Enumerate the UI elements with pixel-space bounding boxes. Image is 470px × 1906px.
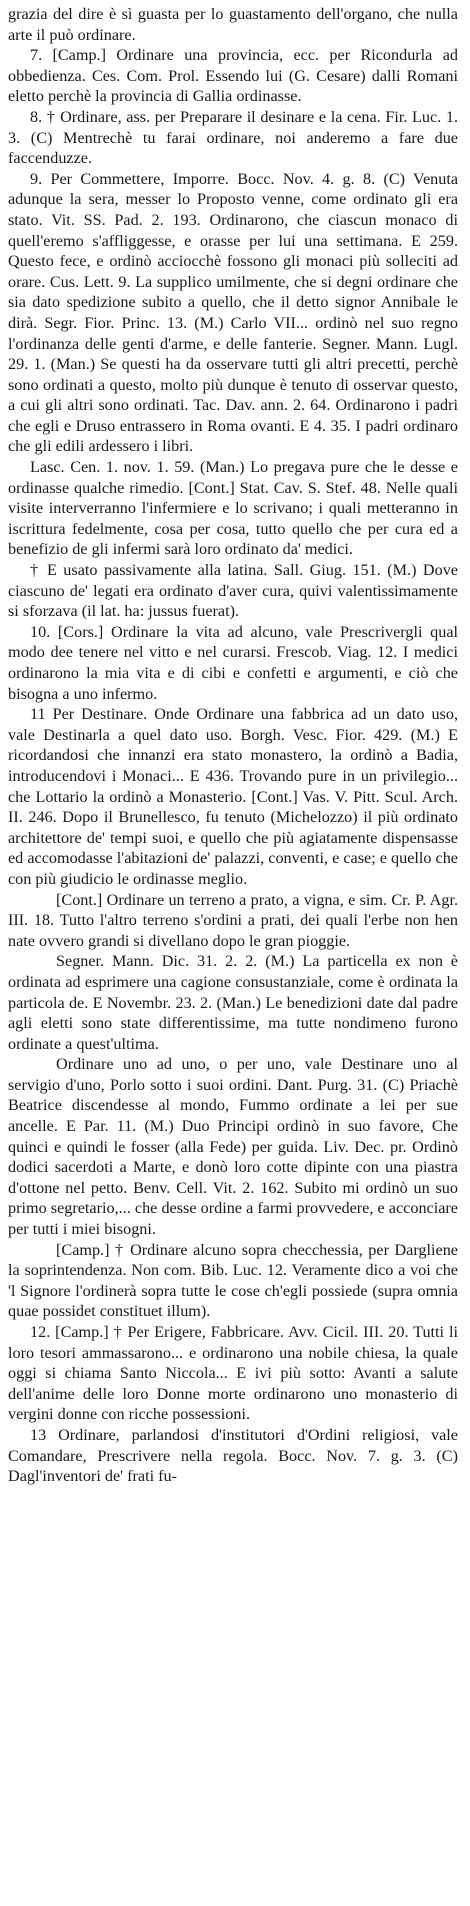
- paragraph-uno-ad-uno: Ordinare uno ad uno, o per uno, vale Destinare uno al servigio d'uno, Porlo sotto i suoi ordini. Dant. Purg. 31. (C) Priachè Beatrice discendesse al mondo, Fummo ordinate a lei per sue ancelle. E Par. 11. (M.) Duo Principi ordinò in suo favore, Che quinci e quindi le fosser (alla Fede) per guida. Liv. Dec. pr. Ordinò dodici sacerdoti a Marte, e donò loro cotte dipinte con una piastra d'ottone nel petto. Benv. Cell. Vit. 2. 162. Subito mi ordinò un suo primo segretario,... che desse ordine a farmi provvedere, e acconciare per tutti i miei bisogni.: [8, 1055, 458, 1239]
- paragraph-segner: Segner. Mann. Dic. 31. 2. 2. (M.) La particella ex non è ordinata ad esprimere una cagione consustanziale, come è ordinata la particola de. E Novembr. 23. 2. (Man.) Le benedizioni date dal padre agli eletti sono state differentissime, ma tutte nondimeno furono ordinate a quest'ultima.: [8, 952, 458, 1053]
- paragraph-sense-13: 13 Ordinare, parlandosi d'institutori d'Ordini religiosi, vale Comandare, Prescrivere nella regola. Bocc. Nov. 7. g. 3. (C) Dagl'inventori de' frati fu-: [8, 1425, 458, 1486]
- paragraph-sense-7: 7. [Camp.] Ordinare una provincia, ecc. per Ricondurla ad obbedienza. Ces. Com. Prol. Essendo lui (G. Cesare) dalli Romani eletto perchè la provincia di Gallia ordinasse.: [8, 46, 458, 106]
- paragraph-sense-12: 12. [Camp.] † Per Erigere, Fabbricare. Avv. Cicil. III. 20. Tutti li loro tesori ammassarono... e ordinarono una nobile chiesa, la quale oggi si chiama Santo Niccola... E ivi più sotto: Avanti a salute dell'anime delle loro Donne morte ordinarono uno monasterio di vergini donne con ricche possessioni.: [8, 1323, 458, 1424]
- paragraph-passive-latin: † E usato passivamente alla latina. Sall. Giug. 151. (M.) Dove ciascuno de' legati era ordinato d'aver cura, quivi valentissimamente si sforzava (il lat. ha: jussus fuerat).: [8, 561, 458, 621]
- paragraph-continuation: grazia del dire è sì guasta per lo guastamento dell'organo, che nulla arte il può ordinare.: [8, 5, 458, 44]
- paragraph-sense-8: 8. † Ordinare, ass. per Preparare il desinare e la cena. Fir. Luc. 1. 3. (C) Mentrechè tu farai ordinare, noi anderemo a fare due faccenduzze.: [8, 107, 458, 168]
- paragraph-sense-9-cont: Lasc. Cen. 1. nov. 1. 59. (Man.) Lo pregava pure che le desse e ordinasse qualche rimedio. [Cont.] Stat. Cav. S. Stef. 48. Nelle quali visite interverranno l'infermiere e lo scrivano; i quali metteranno in iscrittura fedelmente, cosa per cosa, tutto quello che per cura ed a benefizio de gli infermi sarà loro ordinato da' medici.: [8, 458, 458, 559]
- paragraph-sopra-checchessia: [Camp.] † Ordinare alcuno sopra checchessia, per Dargliene la soprintendenza. Non com. Bib. Luc. 12. Veramente dico a voi che 'l Signore l'ordinerà sopra tutte le cose ch'egli possiede (supra omnia quae possidet constituet illum).: [8, 1240, 458, 1321]
- paragraph-sense-11: 11 Per Destinare. Onde Ordinare una fabbrica ad un dato uso, vale Destinarla a quel dato uso. Borgh. Vesc. Fior. 429. (M.) E ricordandosi che innanzi era stato monastero, la ordinò a Badia, introducendovi i Monaci... E 436. Trovando pure in un privilegio... che Lottario la ordinò a Monasterio. [Cont.] Vas. V. Pitt. Scul. Arch. II. 246. Dopo il Brunellesco, fu tenuto (Michelozzo) il più ordinato architettore de' tempi suoi, e quello che più agiatamente dispensasse ed accomodasse l'abitazioni de' palazzi, conventi, e case; e quello che con più giudicio le ordinasse meglio.: [8, 705, 458, 888]
- paragraph-terreno: [Cont.] Ordinare un terreno a prato, a vigna, e sim. Cr. P. Agr. III. 18. Tutto l'altro terreno s'ordini a prati, dei quali l'erbe non hen nate ovvero grandi si divellano dopo le gran pioggie.: [8, 890, 458, 950]
- paragraph-sense-10: 10. [Cors.] Ordinare la vita ad alcuno, vale Prescrivergli qual modo dee tenere nel vitto e nel curarsi. Frescob. Viag. 12. I medici ordinarono la mia vita e di cibi e confetti e argumenti, e ciò che bisogna a uno infermo.: [8, 622, 458, 703]
- paragraph-sense-9: 9. Per Commettere, Imporre. Bocc. Nov. 4. g. 8. (C) Venuta adunque la sera, messer lo Proposto venne, come ordinato gli era stato. Vit. SS. Pad. 2. 193. Ordinarono, che ciascun monaco di quell'eremo s'affliggesse, e orasse per lui una settimana. E 259. Questo fece, e ordinò acciocchè fossono gli monaci più solleciti ad orare. Cus. Lett. 9. La supplico umilmente, che si degni ordinare che sia dato spedizione subito a quello, che il detto signor Annibale le dirà. Segr. Fior. Princ. 13. (M.) Carlo VII... ordinò nel suo regno l'ordinanza delle genti d'arme, e delle fanterie. Segner. Mann. Lugl. 29. 1. (Man.) Se questi ha da osservare tutti gli altri precetti, perchè sono ordinati a questo, molto più dunque è tenuto di osservar questo, a cui gli altri sono ordinati. Tac. Dav. ann. 2. 64. Ordinarono i padri che egli e Druso entrassero in Roma ovanti. E 4. 35. I padri ordinaro che gli edili ardessero i libri.: [8, 169, 458, 456]
